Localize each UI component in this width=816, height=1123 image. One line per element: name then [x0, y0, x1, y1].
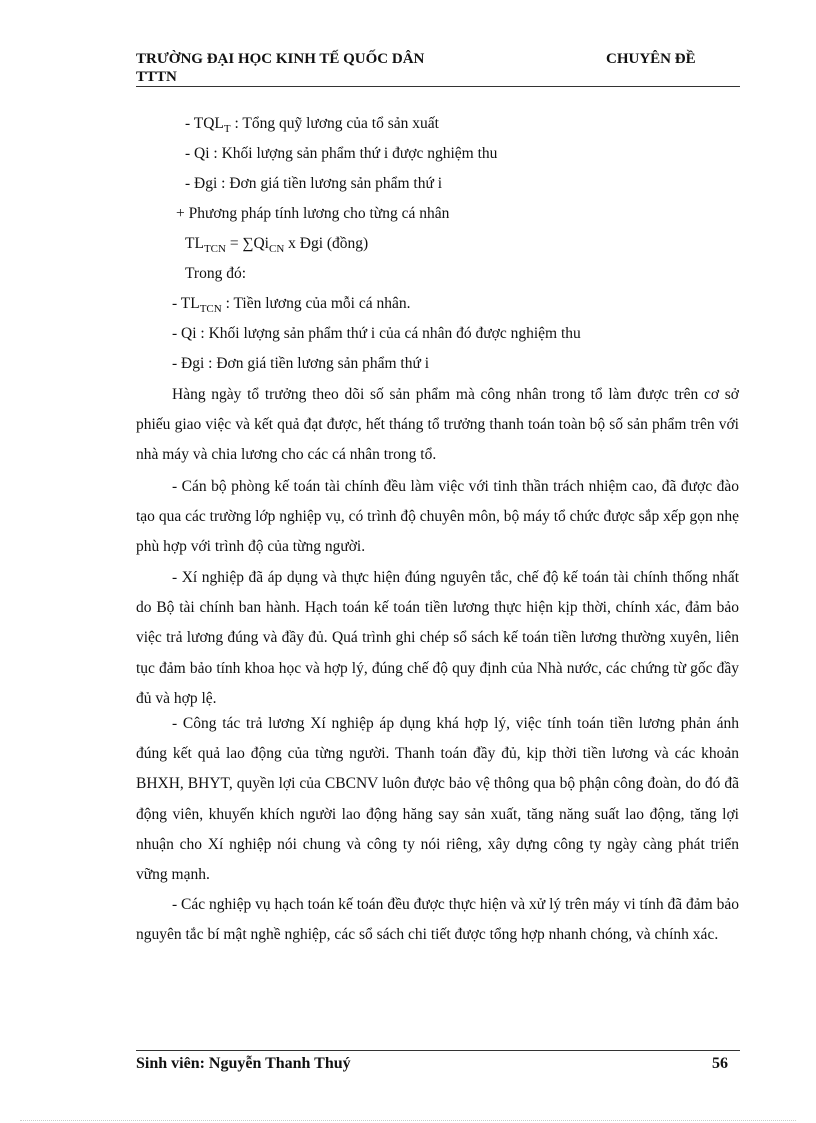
- tl-subscript: TCN: [199, 303, 222, 315]
- formula-sum: = ∑Qi: [229, 235, 269, 252]
- formula-tl-subscript: TCN: [203, 243, 226, 255]
- formula-definition-dgi: - Đgi : Đơn giá tiền lương sản phẩm thứ i: [185, 175, 443, 192]
- paragraph-accounting-principles: - Xí nghiệp đã áp dụng và thực hiện đúng nguyên tắc, chế độ kế toán tài chính thống nhất do Bộ tài chính ban hành. Hạch toán kế toán tiền lương thực hiện kịp thời, chính xác, đảm bảo việc trả lương đúng và đầy đủ. Quá trình ghi chép sổ sách kế toán tiền lương thường xuyên, liên tục đảm bảo tính khoa học và hợp lý, đúng chế độ quy định của Nhà nước, các chứng từ gốc đầy đủ và hợp lệ.: [136, 569, 739, 707]
- tl-label: - TL: [172, 295, 200, 312]
- formula-individual-wage: [185, 234, 368, 255]
- formula-sum-subscript: CN: [268, 243, 285, 255]
- where-label: Trong đó:: [185, 265, 247, 282]
- tql-label: - TQL: [185, 115, 224, 132]
- header-divider: [136, 86, 740, 87]
- paragraph-wage-payment: - Công tác trả lương Xí nghiệp áp dụng khá hợp lý, việc tính toán tiền lương phản ánh đúng kết quả lao động của từng người. Thanh toán đầy đủ, kịp thời tiền lương và các khoản BHXH, BHYT, quyền lợi của CBCNV luôn được bảo vệ thông qua bộ phận công đoàn, do đó đã động viên, khuyến khích người lao động hăng say sản xuất, tăng năng suất lao động, tăng lợi nhuận cho Xí nghiệp nói chung và công ty nói riêng, xây dựng công ty ngày càng phát triển vững mạnh.: [136, 715, 739, 884]
- paragraph-daily-tracking: Hàng ngày tổ trưởng theo dõi số sản phẩm mà công nhân trong tổ làm được trên cơ sở phiếu giao việc và kết quả đạt được, hết tháng tổ trưởng thanh toán toàn bộ số sản phẩm trên với nhà máy và chia lương cho các cá nhân trong tổ.: [136, 386, 739, 464]
- page-bottom-edge: [20, 1120, 796, 1121]
- method-heading: + Phương pháp tính lương cho từng cá nhân: [176, 205, 450, 222]
- definition-qi-individual: - Qi : Khối lượng sản phẩm thứ i của cá nhân đó được nghiệm thu: [172, 325, 581, 342]
- formula-tl: TL: [185, 235, 204, 252]
- paragraph-accounting-staff: - Cán bộ phòng kế toán tài chính đều làm việc với tinh thần trách nhiệm cao, đã được đào tạo qua các trường lớp nghiệp vụ, có trình độ chuyên môn, bộ máy tổ chức được sắp xếp gọn nhẹ phù hợp với trình độ của từng người.: [136, 478, 739, 556]
- footer-divider: [136, 1050, 740, 1051]
- header-document-type-cont: TTTN: [136, 69, 177, 85]
- page-number: 56: [712, 1055, 728, 1072]
- header-document-type: CHUYÊN ĐỀ: [606, 51, 696, 67]
- page-footer: [136, 1054, 740, 1074]
- definition-tl-tcn: [172, 294, 411, 315]
- tql-description: : Tổng quỹ lương của tổ sản xuất: [234, 115, 439, 132]
- paragraph-computerized-accounting: - Các nghiệp vụ hạch toán kế toán đều được thực hiện và xử lý trên máy vi tính đã đảm bảo nguyên tắc bí mật nghề nghiệp, các sổ sách chi tiết được tổng hợp nhanh chóng, và chính xác.: [136, 896, 739, 944]
- formula-definition-tql: [185, 114, 439, 135]
- tl-description: : Tiền lương của mỗi cá nhân.: [225, 295, 411, 312]
- header-university: TRƯỜNG ĐẠI HỌC KINH TẾ QUỐC DÂN: [136, 51, 425, 67]
- definition-dgi-individual: - Đgi : Đơn giá tiền lương sản phẩm thứ i: [172, 355, 430, 372]
- student-name: Sinh viên: Nguyễn Thanh Thuý: [136, 1055, 351, 1072]
- formula-definition-qi: - Qi : Khối lượng sản phẩm thứ i được nghiệm thu: [185, 145, 498, 162]
- formula-multiplier: x Đgi (đồng): [288, 235, 369, 252]
- tql-subscript: T: [223, 123, 231, 135]
- page-header: [136, 50, 740, 86]
